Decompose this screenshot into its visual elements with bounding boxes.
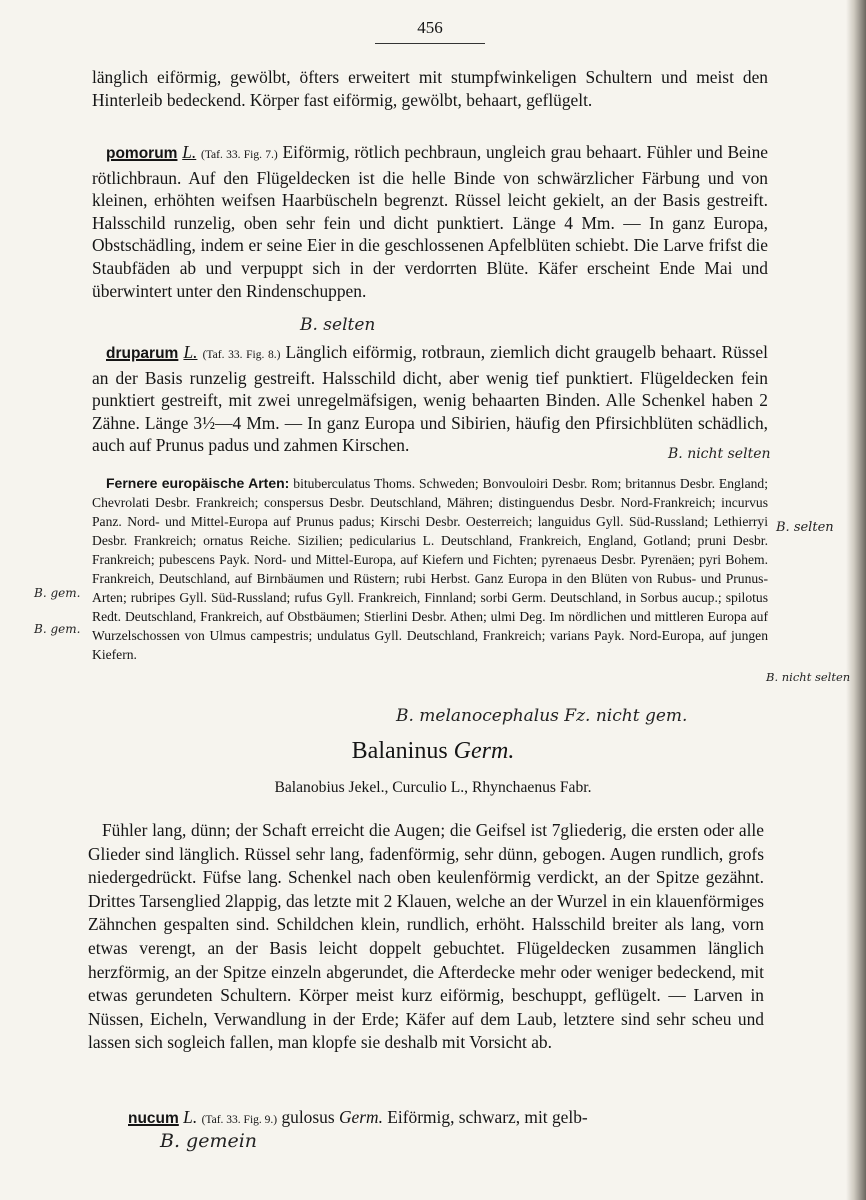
synonym-author: Germ. bbox=[338, 1107, 383, 1127]
genus-description: Fühler lang, dünn; der Schaft erreicht die Augen; die Geifsel ist 7gliederig, die ersten oder alle Glieder sind länglich. Rüssel sehr lang, fadenförmig, sehr dünn, gebogen. Augen rundlich, grofs niedergedrückt. Füfse lang. Schenkel nach oben keulenförmig verdickt, an der Spitze gezähnt. Drittes Tarsenglied 2lappig, das letzte mit 2 Klauen, welche an der Wurzel in ein klauenförmiges Zähnchen gespalten sind. Schildchen klein, rundlich, erhöht. Halsschild breiter als lang, vorn etwas verengt, an der Basis leicht doppelt gebuchtet. Flügeldecken zusammen länglich herzförmig, an der Spitze einzeln abgerundet, die Afterdecke mehr oder weniger bedeckend, mit etwas gerundeten Schultern. Körper meist kurz eiförmig, beschuppt, geflügelt. — Larven in Nüssen, Eicheln, Verwandlung in der Erde; Käfer auf dem Laub, letztere sind sehr scheu und lassen sich sogleich fallen, man klopfe sie deshalb mit Vorsicht ab. bbox=[88, 820, 764, 1053]
species-entry-nucum bbox=[88, 1106, 764, 1133]
list-header: Fernere europäische Arten: bbox=[106, 475, 290, 491]
handwritten-note-incurvus: B. selten bbox=[776, 520, 834, 535]
genus-author: Germ. bbox=[453, 738, 515, 764]
figure-reference: (Taf. 33. Fig. 7.) bbox=[201, 149, 278, 161]
figure-reference: (Taf. 33. Fig. 9.) bbox=[201, 1114, 278, 1126]
species-description: Eiförmig, schwarz, mit gelb- bbox=[387, 1107, 588, 1127]
species-author: L. bbox=[182, 142, 197, 162]
species-author: L. bbox=[183, 1107, 198, 1127]
handwritten-note-pubescens: B. gem. bbox=[34, 586, 81, 600]
species-name: pomorum bbox=[106, 145, 178, 162]
handwritten-note-melanocephalus: B. melanocephalus Fz. nicht gem. bbox=[396, 706, 688, 726]
other-species-list bbox=[92, 474, 768, 664]
intro-paragraph: länglich eiförmig, gewölbt, öfters erweitert mit stumpfwinkeligen Schultern und meist den Hinterleib bedeckend. Körper fast eiförmig, gewölbt, behaart, geflügelt. bbox=[92, 67, 768, 110]
handwritten-note-druparum: B. nicht selten bbox=[668, 446, 771, 462]
genus-heading bbox=[0, 738, 866, 765]
species-description: Eiförmig, rötlich pechbraun, ungleich grau behaart. Fühler und Beine rötlichbraun. Auf den Flügeldecken ist die helle Binde von schwärzlicher Färbung und von kleinen, erhöhten weifsen Haarbüscheln begrenzt. Rüssel leicht gekielt, an der Basis gestreift. Halsschild runzelig, oben sehr fein und dicht punktiert. Länge 4 Mm. — In ganz Europa, Obstschädling, indem er seine Eier in die geschlossenen Apfelblüten schiebt. Die Larve frifst die Staubfäden ab und verpuppt sich in der verdorrten Blüte. Käfer erscheint Ende Mai und überwintert unter den Rindenschuppen. bbox=[92, 142, 769, 301]
species-entry-druparum bbox=[92, 341, 768, 457]
handwritten-note-pomorum: B. selten bbox=[300, 315, 376, 335]
book-edge bbox=[846, 0, 866, 1200]
species-author: L. bbox=[183, 342, 198, 362]
species-name: nucum bbox=[128, 1110, 179, 1127]
list-text: bituberculatus Thoms. Schweden; Bonvouloiri Desbr. Rom; britannus Desbr. England; Chevrolati Desbr. Frankreich; conspersus Desbr. Deutschland, Mähren; distinguendus Desbr. Nord-Frankreich; incurvus Panz. Nord- und Mittel-Europa auf Prunus padus; Kirschi Desbr. Oesterreich; languidus Gyll. Süd-Russland; Lethierryi Desbr. Frankreich; ornatus Reiche. Sizilien; pedicularius L. Deutschland, Frankreich, England, Gotland; pruni Desbr. Frankreich; pubescens Payk. Nord- und Mittel-Europa, auf Kiefern und Fichten; pyrenaeus Desbr. Pyrenäen; pyri Bohem. Frankreich, Deutschland, auf Birnbäumen und Rüstern; rubi Herbst. Ganz Europa in den Blüten von Rubus- und Prunus-Arten; rubripes Gyll. Süd-Russland; rufus Gyll. Frankreich, Finnland; sorbi Germ. Deutschland, in Sorbus aucup.; spilotus Redt. Deutschland, Frankreich, auf Obstbäumen; Stierlini Desbr. Athen; ulmi Deg. Im nördlichen und mittleren Europa auf Wurzelschossen von Ulmus campestris; undulatus Gyll. Deutschland, Frankreich; varians Payk. Nord-Europa, auf jungen Kiefern. bbox=[92, 476, 768, 662]
species-name: druparum bbox=[106, 345, 179, 362]
species-description: Länglich eiförmig, rotbraun, ziemlich dicht graugelb behaart. Rüssel an der Basis runzelig gestreift. Halsschild dicht, aber wenig tief punktiert. Flügeldecken fein punktiert gestreift, mit zwei unregelmäfsigen, wenig behaarten Binden. Alle Schenkel haben 2 Zähne. Länge 3½—4 Mm. — In ganz Europa und Sibirien, häufig den Pfirsichblüten schädlich, auch auf Prunus padus und zahmen Kirschen. bbox=[92, 342, 768, 456]
genus-synonyms: Balanobius Jekel., Curculio L., Rhynchaenus Fabr. bbox=[274, 779, 592, 796]
page-number: 456 bbox=[417, 18, 443, 37]
handwritten-note-rubi: B. gem. bbox=[34, 622, 81, 636]
species-entry-pomorum bbox=[92, 141, 768, 302]
header-rule bbox=[375, 43, 485, 44]
figure-reference: (Taf. 33. Fig. 8.) bbox=[202, 349, 281, 361]
genus-name: Balaninus bbox=[351, 738, 448, 764]
handwritten-note-nucum: B. gemein bbox=[160, 1130, 258, 1152]
synonym-name: gulosus bbox=[281, 1107, 335, 1127]
handwritten-note-ulmi: B. nicht selten bbox=[766, 670, 851, 684]
